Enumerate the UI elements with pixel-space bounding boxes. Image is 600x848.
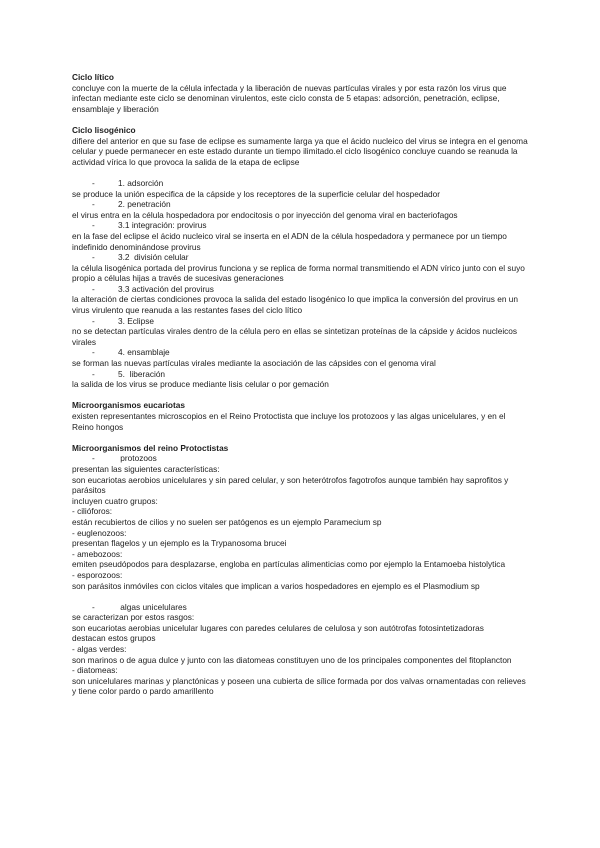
section-title-ciclo-litico: Ciclo lítico bbox=[72, 72, 114, 82]
spacer bbox=[72, 167, 528, 178]
list-item-step bbox=[72, 252, 528, 263]
step-label: 3. Eclipse bbox=[118, 315, 154, 326]
step-label: 2. penetración bbox=[118, 199, 171, 210]
bullet-dash: - bbox=[92, 453, 95, 464]
bullet-dash: - bbox=[92, 220, 95, 231]
paragraph-ciclo-litico: concluye con la muerte de la célula infectada y la liberación de nuevas partículas virales y por esta razón los virus que infectan mediante este ciclo se denominan virulentos, este ciclo consta de 5 etapas: adsorción, penetración, eclipse, ensamblaje y liberación bbox=[72, 82, 507, 114]
list-item-step bbox=[72, 347, 528, 358]
group-name: - cilióforos: bbox=[72, 506, 113, 517]
group-name: - diatomeas: bbox=[72, 665, 118, 676]
step-label: 3.3 activación del provirus bbox=[118, 283, 214, 294]
section-title-protoctistas: Microorganismos del reino Protoctistas bbox=[72, 442, 229, 453]
step-text: la célula lisogénica portada del provirus funciona y se replica de forma normal transmitiendo el ADN vírico junto con el suyo propio a células hijas a través de sucesivas generaciones bbox=[72, 262, 525, 284]
step-text: la alteración de ciertas condiciones provoca la salida del estado lisogénico lo que implica la conversión del provirus en un virus virulento que reanuda a las restantes fases del ciclo lítico bbox=[72, 294, 518, 316]
group-name: - euglenozoos: bbox=[72, 527, 127, 538]
group-text: son unicelulares marinas y planctónicas y poseen una cubierta de sílice formada por dos valvas ornamentadas con relieves y tiene color pardo o pardo amarillento bbox=[72, 675, 526, 697]
bullet-dash: - bbox=[92, 368, 95, 379]
subsection-label: protozoos bbox=[118, 453, 157, 464]
list-item-algas bbox=[72, 602, 528, 613]
bullet-dash: - bbox=[92, 199, 95, 210]
list-item-step bbox=[72, 199, 528, 210]
bullet-dash: - bbox=[92, 177, 95, 188]
step-text: el virus entra en la célula hospedadora por endocitosis o por inyección del genoma viral en bacteriofagos bbox=[72, 209, 458, 220]
step-text: en la fase del eclipse el ácido nucleico viral se inserta en el ADN de la célula hospedadora y permanece por un tiempo indefinido denominándose provirus bbox=[72, 230, 507, 252]
step-label: 3.1 integración: provirus bbox=[118, 220, 207, 231]
protozoos-desc: son eucariotas aerobios unicelulares y sin pared celular, y son heterótrofos fagotrofos aunque también hay saprofitos y parásitos bbox=[72, 474, 509, 496]
group-name: - algas verdes: bbox=[72, 644, 127, 655]
bullet-dash: - bbox=[92, 601, 95, 612]
step-label: 3.2 división celular bbox=[118, 252, 189, 263]
list-item-step bbox=[72, 369, 528, 380]
group-name: - amebozoos: bbox=[72, 548, 123, 559]
algas-intro: se caracterizan por estos rasgos: bbox=[72, 612, 195, 623]
bullet-dash: - bbox=[92, 283, 95, 294]
section-title-eucariotas: Microorganismos eucariotas bbox=[72, 400, 185, 411]
step-label: 4. ensamblaje bbox=[118, 347, 170, 358]
algas-groups-intro: destacan estos grupos bbox=[72, 633, 156, 644]
step-text: no se detectan partículas virales dentro de la célula pero en ellas se sintetizan proteínas de la cápside y ácidos nucleicos virales bbox=[72, 326, 518, 347]
protozoos-groups-intro: incluyen cuatro grupos: bbox=[72, 495, 158, 506]
group-text: presentan flagelos y un ejemplo es la Trypanosoma brucei bbox=[72, 538, 287, 549]
spacer bbox=[72, 390, 528, 401]
paragraph-ciclo-lisogenico: difiere del anterior en que su fase de eclipse es sumamente larga ya que el ácido nucleico del virus se integra en el genoma celular y puede permanecer en este estado durante un tiempo ilimitado.el ciclo lisogénico concluye cuando se reanuda la actividad vírica lo que provoca la salida de la etapa de eclipse bbox=[72, 135, 528, 167]
step-text: la salida de los virus se produce mediante lisis celular o por gemación bbox=[72, 379, 329, 390]
step-text: se produce la unión especifica de la cápside y los receptores de la superficie celular del hospedador bbox=[72, 188, 441, 199]
list-item-step bbox=[72, 178, 528, 189]
group-text: están recubiertos de cilios y no suelen ser patógenos es un ejemplo Paramecium sp bbox=[72, 516, 382, 527]
list-item-step bbox=[72, 316, 528, 327]
group-text: son parásitos inmóviles con ciclos vitales que implican a varios hospedadores en ejemplo es el Plasmodium sp bbox=[72, 580, 480, 591]
subsection-label: algas unicelulares bbox=[118, 601, 187, 612]
bullet-dash: - bbox=[92, 252, 95, 263]
step-text: se forman las nuevas partículas virales mediante la asociación de las cápsides con el genoma viral bbox=[72, 358, 436, 369]
bullet-dash: - bbox=[92, 347, 95, 358]
protozoos-intro: presentan las siguientes características: bbox=[72, 463, 220, 474]
spacer bbox=[72, 591, 528, 602]
spacer bbox=[72, 114, 528, 125]
bullet-dash: - bbox=[92, 315, 95, 326]
list-item-step bbox=[72, 284, 528, 295]
group-text: son marinos o de agua dulce y junto con las diatomeas constituyen uno de los principales componentes del fitoplancton bbox=[72, 654, 512, 665]
group-name: - esporozoos: bbox=[72, 569, 123, 580]
list-item-protozoos bbox=[72, 453, 528, 464]
spacer bbox=[72, 432, 528, 443]
algas-desc: son eucariotas aerobias unicelular lugares con paredes celulares de celulosa y son autótrofas fotosintetizadoras bbox=[72, 622, 484, 633]
paragraph-eucariotas: existen representantes microscopios en el Reino Protoctista que incluye los protozoos y las algas unicelulares, y en el Reino hongos bbox=[72, 411, 506, 432]
step-label: 1. adsorción bbox=[118, 177, 164, 188]
section-title-ciclo-lisogenico: Ciclo lisogénico bbox=[72, 124, 136, 135]
step-label: 5. liberación bbox=[118, 368, 166, 379]
group-text: emiten pseudópodos para desplazarse, engloba en partículas alimenticias como por ejemplo la Entamoeba histolytica bbox=[72, 559, 506, 570]
list-item-step bbox=[72, 220, 528, 231]
